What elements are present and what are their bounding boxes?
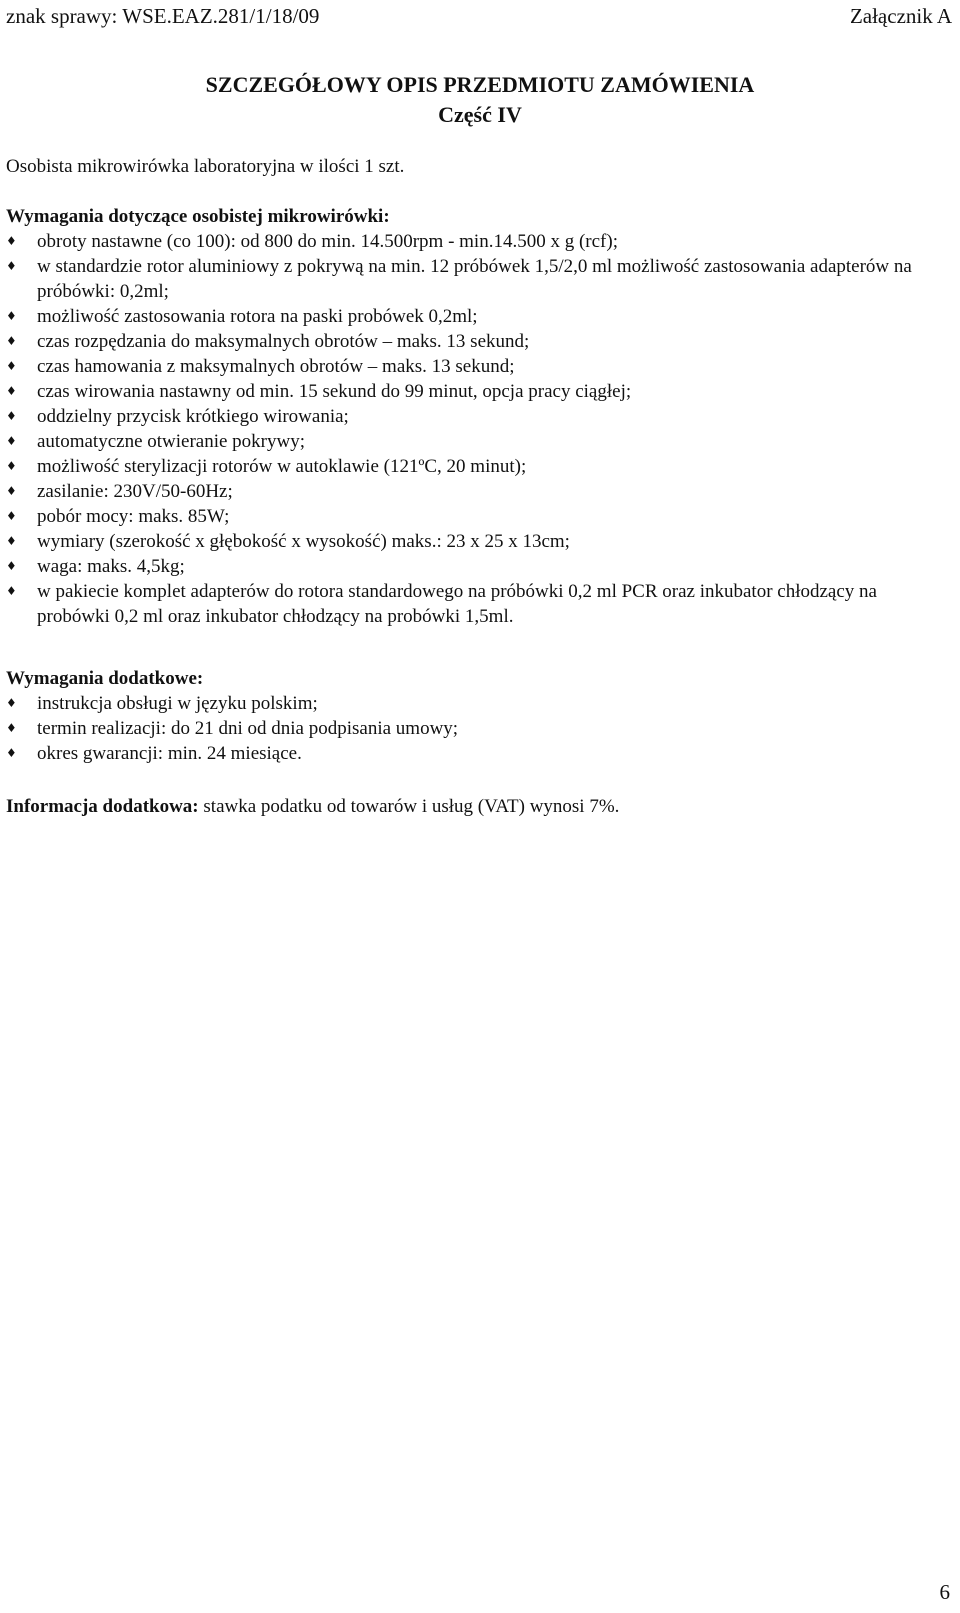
diamond-bullet-icon: ♦ — [6, 309, 17, 323]
document-title — [0, 70, 960, 130]
list-item — [6, 741, 948, 766]
additional-info-label: Informacja dodatkowa: — [6, 796, 199, 817]
additional-section — [6, 666, 948, 766]
list-item-text: automatyczne otwieranie pokrywy; — [37, 431, 306, 452]
case-number: znak sprawy: WSE.EAZ.281/1/18/09 — [6, 4, 320, 28]
list-item — [6, 404, 948, 429]
additional-info-text: stawka podatku od towarów i usług (VAT) wynosi 7%. — [198, 796, 620, 817]
list-item-text: w pakiecie komplet adapterów do rotora standardowego na próbówki 0,2 ml PCR oraz inkubator chłodzący na probówki 0,2 ml oraz inkubator chłodzący na probówki 1,5ml. — [37, 581, 877, 627]
list-item — [6, 304, 948, 329]
list-item-text: termin realizacji: do 21 dni od dnia podpisania umowy; — [37, 718, 459, 739]
diamond-bullet-icon: ♦ — [6, 434, 17, 448]
diamond-bullet-icon: ♦ — [6, 484, 17, 498]
requirements-heading: Wymagania dotyczące osobistej mikrowirówki: — [6, 206, 390, 227]
list-item-text: pobór mocy: maks. 85W; — [37, 506, 230, 527]
list-item-text: obroty nastawne (co 100): od 800 do min. 14.500rpm - min.14.500 x g (rcf); — [37, 231, 618, 252]
list-item-text: wymiary (szerokość x głębokość x wysokość) maks.: 23 x 25 x 13cm; — [37, 531, 570, 552]
list-item-text: instrukcja obsługi w języku polskim; — [37, 693, 318, 714]
list-item — [6, 579, 948, 629]
list-item-text: okres gwarancji: min. 24 miesiące. — [37, 743, 302, 764]
list-item — [6, 479, 948, 504]
document-title-line1: SZCZEGÓŁOWY OPIS PRZEDMIOTU ZAMÓWIENIA — [205, 72, 755, 97]
additional-heading: Wymagania dodatkowe: — [6, 668, 204, 689]
diamond-bullet-icon: ♦ — [6, 234, 17, 248]
additional-info — [6, 794, 619, 819]
list-item-text: możliwość zastosowania rotora na paski probówek 0,2ml; — [37, 306, 478, 327]
list-item — [6, 716, 948, 741]
list-item — [6, 354, 948, 379]
diamond-bullet-icon: ♦ — [6, 259, 17, 273]
diamond-bullet-icon: ♦ — [6, 459, 17, 473]
list-item — [6, 429, 948, 454]
list-item — [6, 504, 948, 529]
list-item — [6, 254, 948, 304]
list-item — [6, 554, 948, 579]
list-item — [6, 529, 948, 554]
intro-text: Osobista mikrowirówka laboratoryjna w ilości 1 szt. — [6, 156, 405, 177]
diamond-bullet-icon: ♦ — [6, 559, 17, 573]
list-item — [6, 379, 948, 404]
list-item-text: czas hamowania z maksymalnych obrotów – maks. 13 sekund; — [37, 356, 515, 377]
diamond-bullet-icon: ♦ — [6, 584, 17, 598]
list-item-text: możliwość sterylizacji rotorów w autoklawie (121ºC, 20 minut); — [37, 456, 527, 477]
list-item-text: czas rozpędzania do maksymalnych obrotów – maks. 13 sekund; — [37, 331, 530, 352]
list-item-text: zasilanie: 230V/50-60Hz; — [37, 481, 233, 502]
diamond-bullet-icon: ♦ — [6, 509, 17, 523]
diamond-bullet-icon: ♦ — [6, 696, 17, 710]
requirements-section — [6, 204, 948, 629]
list-item — [6, 454, 948, 479]
diamond-bullet-icon: ♦ — [6, 409, 17, 423]
list-item-text: czas wirowania nastawny od min. 15 sekund do 99 minut, opcja pracy ciągłej; — [37, 381, 632, 402]
requirements-list — [6, 229, 948, 629]
document-title-line2: Część IV — [438, 102, 522, 127]
list-item-text: oddzielny przycisk krótkiego wirowania; — [37, 406, 349, 427]
diamond-bullet-icon: ♦ — [6, 384, 17, 398]
list-item-text: waga: maks. 4,5kg; — [37, 556, 185, 577]
page-header — [6, 4, 952, 29]
diamond-bullet-icon: ♦ — [6, 746, 17, 760]
page-number: 6 — [939, 1580, 950, 1604]
diamond-bullet-icon: ♦ — [6, 359, 17, 373]
additional-list — [6, 691, 948, 766]
diamond-bullet-icon: ♦ — [6, 721, 17, 735]
list-item — [6, 329, 948, 354]
list-item — [6, 691, 948, 716]
list-item-text: w standardzie rotor aluminiowy z pokrywą na min. 12 próbówek 1,5/2,0 ml możliwość zastosowania adapterów na próbówki: 0,2ml; — [37, 256, 912, 302]
diamond-bullet-icon: ♦ — [6, 334, 17, 348]
list-item — [6, 229, 948, 254]
attachment-label: Załącznik A — [849, 4, 952, 28]
diamond-bullet-icon: ♦ — [6, 534, 17, 548]
